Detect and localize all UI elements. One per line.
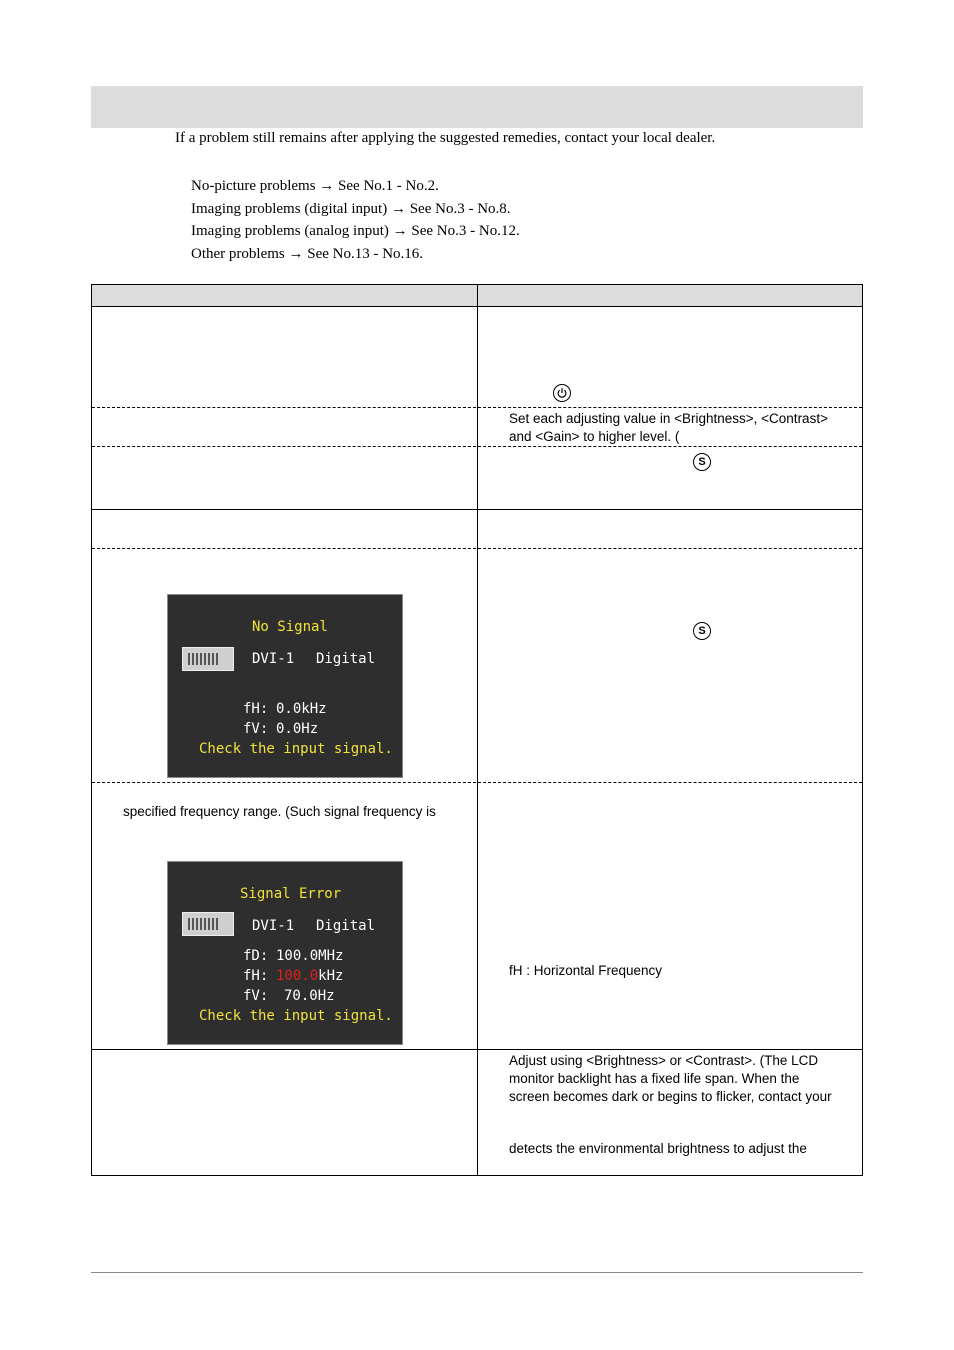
osd-fh-out-of-range: 100.0 bbox=[276, 968, 319, 984]
brightness-remedy-line-1: Set each adjusting value in <Brightness>, <Contrast> bbox=[509, 411, 828, 426]
row-divider-solid bbox=[92, 1049, 862, 1050]
problem-reference-list bbox=[191, 175, 520, 265]
s-button-icon: S bbox=[693, 622, 711, 640]
osd-fv-label: fV: bbox=[243, 988, 269, 1004]
intro-text: If a problem still remains after applying the suggested remedies, contact your local dealer. bbox=[175, 130, 716, 146]
section-header-bar bbox=[91, 86, 863, 128]
osd-fh-unit: kHz bbox=[318, 968, 344, 984]
osd-fd-label: fD: bbox=[243, 948, 269, 964]
ref-item: Other problems → See No.13 - No.16. bbox=[191, 245, 424, 262]
ref-item: No-picture problems → See No.1 - No.2. bbox=[191, 178, 439, 194]
osd-no-signal-screenshot bbox=[167, 594, 403, 778]
osd-mode: Digital bbox=[316, 651, 376, 667]
brightness-remedy-line-2: and <Gain> to higher level. ( bbox=[509, 429, 680, 444]
osd-mode: Digital bbox=[316, 918, 376, 934]
row-divider-dashed bbox=[92, 548, 862, 549]
osd-fd-value: 100.0MHz bbox=[276, 948, 344, 964]
osd-port: DVI-1 bbox=[252, 651, 295, 667]
ref-item: Imaging problems (analog input) → See No.3 - No.12. bbox=[191, 223, 520, 239]
column-divider bbox=[477, 285, 478, 1175]
dark-remedy-line-3: screen becomes dark or begins to flicker, contact your bbox=[509, 1089, 832, 1104]
row-divider-dashed bbox=[92, 782, 862, 783]
osd-fh-value: 0.0kHz bbox=[276, 701, 327, 717]
fh-legend: fH : Horizontal Frequency bbox=[509, 963, 663, 978]
osd-message: Check the input signal. bbox=[199, 741, 393, 757]
dvi-connector-icon bbox=[182, 647, 234, 671]
osd-fv-label: fV: bbox=[243, 721, 269, 737]
osd-message: Check the input signal. bbox=[199, 1008, 393, 1024]
row-divider-dashed bbox=[92, 407, 862, 408]
dark-remedy-line-4: detects the environmental brightness to adjust the bbox=[509, 1141, 807, 1156]
footer-rule bbox=[91, 1272, 863, 1273]
dark-remedy-line-1: Adjust using <Brightness> or <Contrast>. (The LCD bbox=[509, 1053, 819, 1068]
osd-fh-value bbox=[276, 968, 343, 984]
osd-fv-value: 70.0Hz bbox=[284, 988, 335, 1004]
troubleshooting-table bbox=[91, 284, 863, 1176]
frequency-range-text: specified frequency range. (Such signal frequency is bbox=[123, 804, 436, 819]
row-divider-dashed bbox=[92, 446, 862, 447]
power-icon bbox=[553, 384, 571, 402]
s-button-icon: S bbox=[693, 453, 711, 471]
osd-fh-label: fH: bbox=[243, 968, 269, 984]
osd-port: DVI-1 bbox=[252, 918, 295, 934]
osd-signal-error-screenshot bbox=[167, 861, 403, 1045]
osd-fv-value: 0.0Hz bbox=[276, 721, 319, 737]
ref-item: Imaging problems (digital input) → See No.3 - No.8. bbox=[191, 200, 511, 217]
dark-remedy-line-2: monitor backlight has a fixed life span. When the bbox=[509, 1071, 800, 1086]
dvi-connector-icon bbox=[182, 912, 234, 936]
row-divider-solid bbox=[92, 509, 862, 510]
osd-title: No Signal bbox=[252, 619, 328, 635]
osd-title: Signal Error bbox=[240, 886, 342, 902]
osd-fh-label: fH: bbox=[243, 701, 269, 717]
